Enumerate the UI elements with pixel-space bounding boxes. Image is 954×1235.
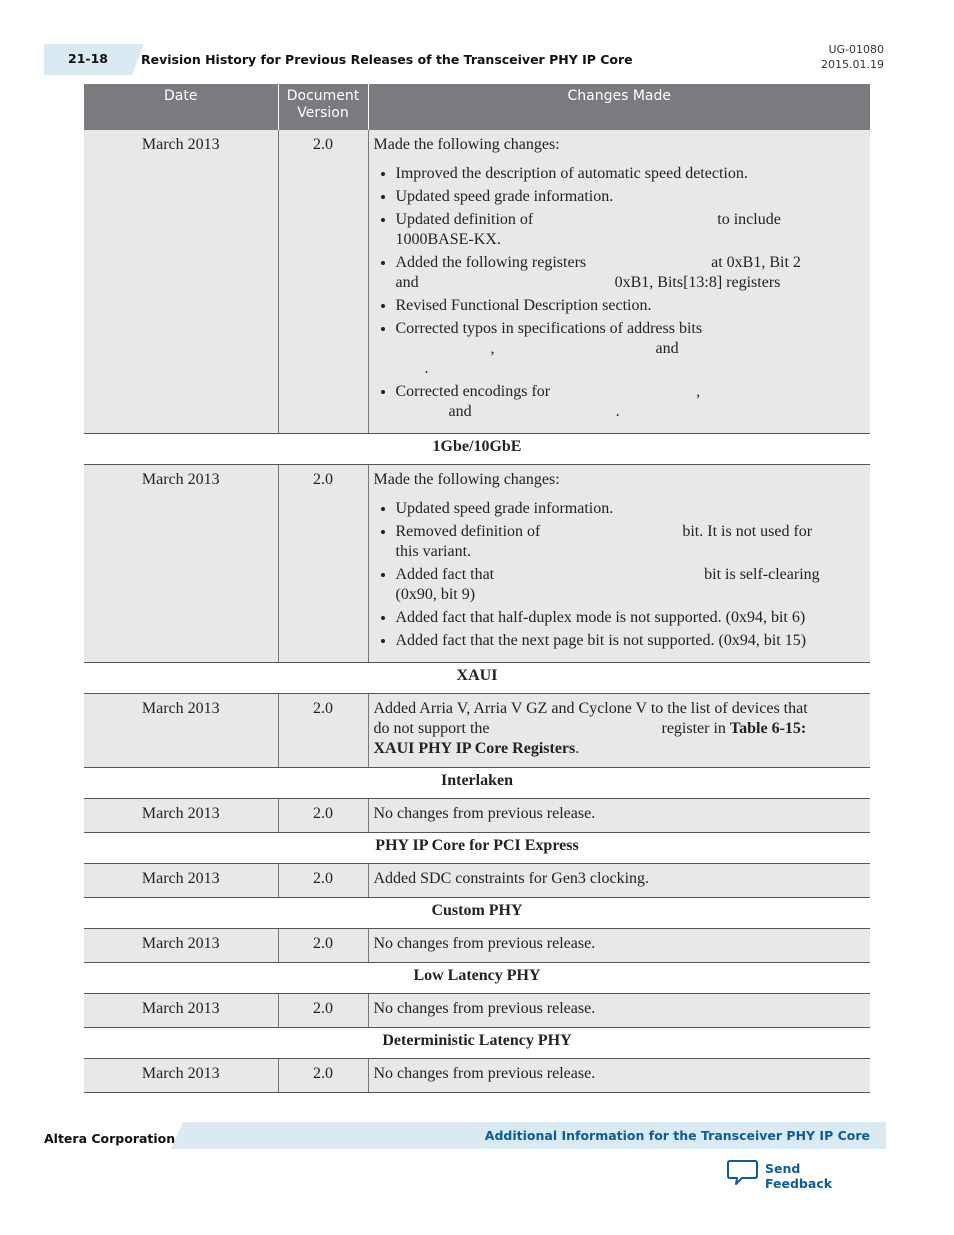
list-item: • Improved the description of automatic speed detection. xyxy=(396,164,866,184)
row-date: March 2013 xyxy=(84,694,278,768)
revision-history-table xyxy=(84,84,870,1093)
document-id-block xyxy=(821,42,884,72)
list-item-text: (0x90, bit 9) xyxy=(395,586,476,603)
send-feedback-button[interactable] xyxy=(727,1159,867,1189)
row-changes: No changes from previous release. xyxy=(368,929,870,963)
changes-list xyxy=(374,499,866,651)
row-date: March 2013 xyxy=(84,929,278,963)
list-item xyxy=(396,522,866,562)
row-changes xyxy=(368,694,870,768)
table-reference: Table 6-15: xyxy=(729,720,807,737)
list-item xyxy=(396,253,866,293)
list-item-text: 0xB1, Bits[13:8] registers xyxy=(614,274,781,291)
list-item-text: Updated definition of xyxy=(395,211,534,228)
list-item-text: this variant. xyxy=(395,543,472,560)
changes-text: do not support the xyxy=(373,720,490,737)
row-changes: Added SDC constraints for Gen3 clocking. xyxy=(368,864,870,898)
send-feedback-label: Send Feedback xyxy=(765,1161,833,1191)
row-date: March 2013 xyxy=(84,465,278,663)
row-changes: No changes from previous release. xyxy=(368,1059,870,1093)
company-name: Altera Corporation xyxy=(44,1131,176,1146)
row-date: March 2013 xyxy=(84,1059,278,1093)
section-row xyxy=(84,833,870,864)
list-item-text: Added fact that xyxy=(395,566,495,583)
list-item-text: Added the following registers xyxy=(395,254,587,271)
changes-intro: Made the following changes: xyxy=(373,136,560,153)
list-item: • Revised Functional Description section. xyxy=(396,296,866,316)
list-item-text: to include xyxy=(717,211,781,228)
list-item-text: . xyxy=(615,403,620,420)
row-version: 2.0 xyxy=(278,1059,368,1093)
row-version: 2.0 xyxy=(278,694,368,768)
table-row xyxy=(84,864,870,898)
section-title: 1Gbe/10GbE xyxy=(84,434,870,465)
list-item-text: Corrected encodings for xyxy=(395,383,551,400)
list-item-text: and xyxy=(395,274,419,291)
list-item xyxy=(396,319,866,379)
footer-chapter-link[interactable]: Additional Information for the Transceiver PHY IP Core xyxy=(484,1128,870,1143)
list-item-text: at 0xB1, Bit 2 xyxy=(711,254,801,271)
list-item xyxy=(396,382,866,422)
changes-list xyxy=(374,164,866,422)
row-changes: No changes from previous release. xyxy=(368,994,870,1028)
list-item-text: 1000BASE-KX. xyxy=(395,231,501,248)
speech-bubble-icon xyxy=(727,1159,759,1192)
table-row xyxy=(84,1059,870,1093)
changes-text: register in xyxy=(661,720,726,737)
section-title: Deterministic Latency PHY xyxy=(84,1028,870,1059)
list-item-text: bit is self-clearing xyxy=(704,566,820,583)
row-version: 2.0 xyxy=(278,929,368,963)
row-version: 2.0 xyxy=(278,799,368,833)
list-item-text: , xyxy=(696,383,701,400)
page-number: 21-18 xyxy=(68,51,108,66)
list-item-text: . xyxy=(424,360,429,377)
table-row xyxy=(84,929,870,963)
list-item-text: Removed definition of xyxy=(395,523,541,540)
table-header-row xyxy=(84,84,870,130)
list-item: • Added fact that the next page bit is not supported. (0x94, bit 15) xyxy=(396,631,866,651)
list-item: • Updated speed grade information. xyxy=(396,499,866,519)
list-item-text: Corrected typos in specifications of address bits xyxy=(395,320,703,337)
row-changes xyxy=(368,465,870,663)
row-version: 2.0 xyxy=(278,994,368,1028)
list-item-text: and xyxy=(655,340,679,357)
row-version: 2.0 xyxy=(278,130,368,434)
list-item xyxy=(396,565,866,605)
list-item-text: and xyxy=(448,403,472,420)
changes-text: Added Arria V, Arria V GZ and Cyclone V to the list of devices that xyxy=(373,700,808,717)
row-date: March 2013 xyxy=(84,799,278,833)
row-date: March 2013 xyxy=(84,864,278,898)
column-header-version: Document Version xyxy=(278,84,368,130)
section-row xyxy=(84,663,870,694)
table-row xyxy=(84,130,870,434)
row-version: 2.0 xyxy=(278,864,368,898)
list-item: • Added fact that half-duplex mode is not supported. (0x94, bit 6) xyxy=(396,608,866,628)
row-changes xyxy=(368,130,870,434)
section-title: PHY IP Core for PCI Express xyxy=(84,833,870,864)
changes-text: . xyxy=(575,740,580,757)
row-date: March 2013 xyxy=(84,994,278,1028)
column-header-date: Date xyxy=(84,84,278,130)
section-row xyxy=(84,768,870,799)
row-date: March 2013 xyxy=(84,130,278,434)
section-title: Low Latency PHY xyxy=(84,963,870,994)
document-date: 2015.01.19 xyxy=(821,58,884,71)
changes-intro: Made the following changes: xyxy=(373,471,560,488)
list-item-text: bit. It is not used for xyxy=(682,523,813,540)
list-item: • Updated speed grade information. xyxy=(396,187,866,207)
list-item xyxy=(396,210,866,250)
section-row xyxy=(84,963,870,994)
section-row xyxy=(84,434,870,465)
section-row xyxy=(84,1028,870,1059)
table-row xyxy=(84,465,870,663)
row-changes: No changes from previous release. xyxy=(368,799,870,833)
section-title: Interlaken xyxy=(84,768,870,799)
row-version: 2.0 xyxy=(278,465,368,663)
page-header-title: Revision History for Previous Releases of the Transceiver PHY IP Core xyxy=(141,52,633,67)
column-header-changes: Changes Made xyxy=(368,84,870,130)
section-title: XAUI xyxy=(84,663,870,694)
table-row xyxy=(84,694,870,768)
table-row xyxy=(84,994,870,1028)
document-id: UG-01080 xyxy=(828,43,884,56)
list-item-text: , xyxy=(490,340,495,357)
table-row xyxy=(84,799,870,833)
section-row xyxy=(84,898,870,929)
section-title: Custom PHY xyxy=(84,898,870,929)
table-reference: XAUI PHY IP Core Registers xyxy=(373,740,576,757)
